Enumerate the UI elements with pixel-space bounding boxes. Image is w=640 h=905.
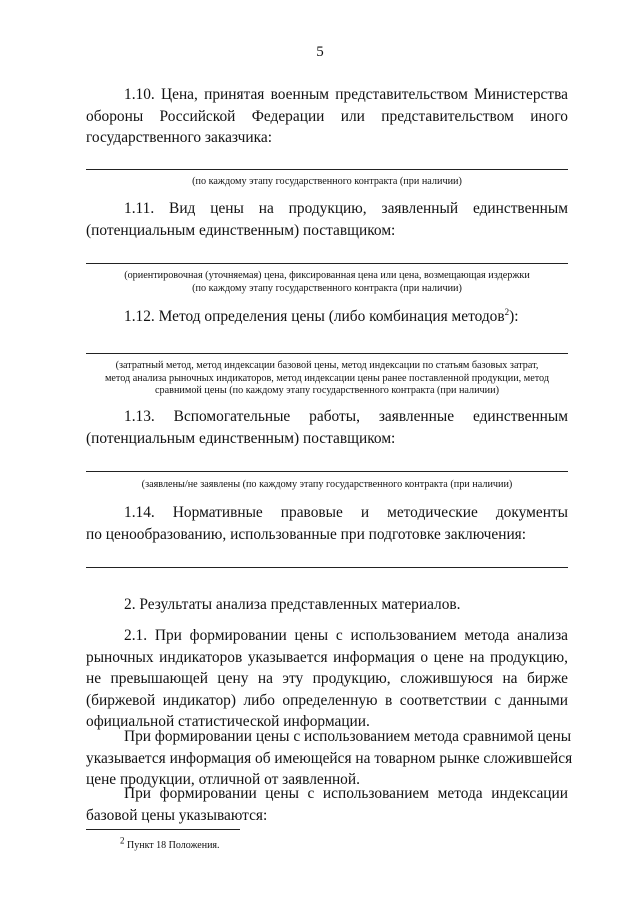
fill-in-line xyxy=(86,567,568,568)
section-1-11-line: 1.11. Вид цены на продукцию, заявленный единственным xyxy=(124,200,568,217)
section-2-1-line: не превышающей цену на эту продукцию, сложившуюся на бирже xyxy=(86,670,568,687)
paragraph-line: При формировании цены с использованием метода индексации xyxy=(124,785,568,802)
section-1-13-note: (заявлены/не заявлены (по каждому этапу государственного контракта (при наличии) xyxy=(141,479,513,490)
footnote-ref: 2 xyxy=(504,306,510,317)
fill-in-line xyxy=(86,263,568,264)
footnote-separator xyxy=(86,829,240,830)
section-1-14-line: 1.14. Нормативные правовые и методические документы xyxy=(124,504,568,521)
section-1-14 xyxy=(86,502,568,545)
paragraph-comparable-price xyxy=(86,726,573,791)
section-1-10-line: государственного заказчика: xyxy=(86,129,273,146)
footnote-mark: 2 xyxy=(120,835,125,846)
section-1-11-note: (ориентировочная (уточняемая) цена, фиксированная цена или цена, возмещающая издержки (по каждому этапу государственного контракта (при наличии) xyxy=(124,270,530,294)
paragraph-line: цене продукции, отличной от заявленной. xyxy=(86,771,360,788)
section-1-10-line: обороны Российской Федерации или представительством иного xyxy=(86,107,568,125)
paragraph-line: При формировании цены с использованием метода сравнимой цены xyxy=(124,728,572,745)
section-1-14-line: по ценообразованию, использованные при подготовке заключения: xyxy=(86,525,527,543)
paragraph-line: базовой цены указываются: xyxy=(86,806,268,824)
section-1-10-note: (по каждому этапу государственного контракта (при наличии) xyxy=(192,176,462,187)
footnote xyxy=(120,835,220,851)
section-1-12-note: (затратный метод, метод индексации базовой цены, метод индексации по статьям базовых затрат, метод анализа рыночных индикаторов, метод индексации цены ранее поставленной продукции, метод сравнимой цены (по каждому этапу государственного контракта (при наличии) xyxy=(104,360,550,396)
footnote-text: Пункт 18 Положения. xyxy=(124,840,220,851)
section-1-10 xyxy=(86,84,568,149)
section-1-13-line: 1.13. Вспомогательные работы, заявленные единственным xyxy=(124,408,568,425)
fill-in-line xyxy=(86,471,568,472)
section-1-13-line: (потенциальным единственным) поставщиком: xyxy=(86,429,396,447)
section-2-1-line: рыночных индикаторов указывается информация о цене на продукцию, xyxy=(86,648,568,666)
section-1-13 xyxy=(86,406,568,449)
section-1-10-line: 1.10. Цена, принятая военным представительством Министерства xyxy=(124,86,568,103)
fill-in-line xyxy=(86,353,568,354)
page-number: 5 xyxy=(316,44,324,60)
section-1-12: 1.12. Метод определения цены (либо комбинация методов$^2$): xyxy=(124,306,519,325)
section-1-11 xyxy=(86,198,568,241)
section-2-1-line: официальной статистической информации. xyxy=(86,713,370,730)
paragraph-base-price-indexation xyxy=(86,783,568,826)
section-2-1-line: 2.1. При формировании цены с использованием метода анализа xyxy=(124,627,568,644)
paragraph-line: указывается информация об имеющейся на товарном рынке сложившейся xyxy=(86,749,573,767)
fill-in-line xyxy=(86,169,568,170)
section-2-1-line: (биржевой индикатор) либо определенную в соответствии с данными xyxy=(86,691,568,709)
section-1-11-line: (потенциальным единственным) поставщиком: xyxy=(86,221,396,239)
section-2-heading: 2. Результаты анализа представленных материалов. xyxy=(124,596,461,613)
section-1-12-text: 1.12. Метод определения цены (либо комбинация методов xyxy=(124,308,505,325)
section-2-1 xyxy=(86,625,568,733)
